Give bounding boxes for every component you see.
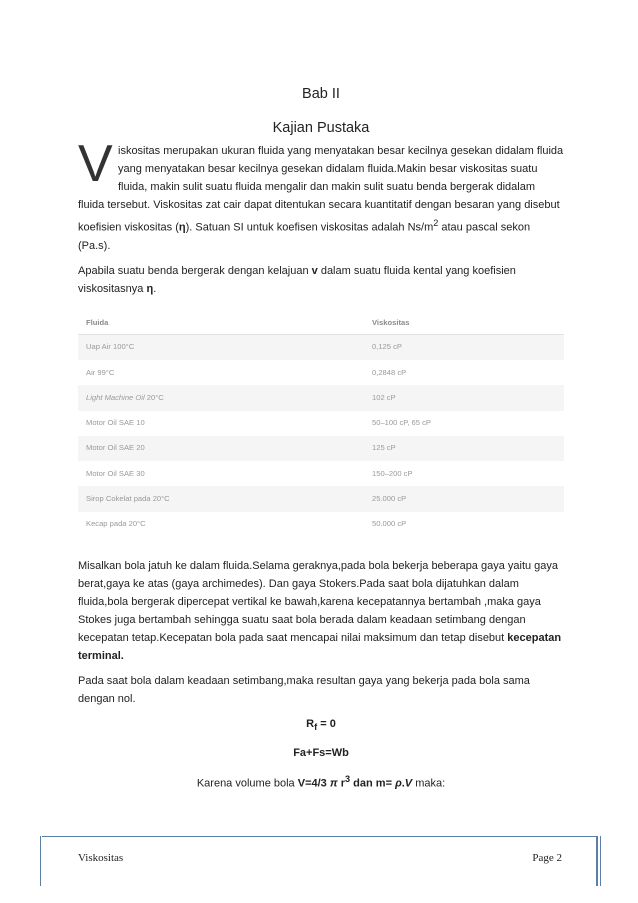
page-number: Page 2 (532, 852, 562, 864)
table-row (78, 334, 564, 360)
fluid-cell: Motor Oil SAE 10 (86, 418, 145, 428)
fluid-italic-part: Light Machine Oil (86, 392, 145, 402)
fluid-cell: Sirop Cokelat pada 20°C (78, 486, 364, 511)
footer-divider (42, 836, 596, 837)
table-row (78, 411, 564, 436)
para5-mass: dan m= (350, 777, 396, 790)
para5-volume: V=4/3 (297, 777, 330, 790)
eta-symbol-2: η (146, 282, 154, 295)
viscosity-cell: 50–100 cP, 65 cP (372, 418, 431, 428)
eq1-r: R (306, 718, 315, 731)
table-row (78, 512, 564, 537)
viscosity-cell: 0,2848 cP (372, 367, 407, 377)
fluid-cell: Motor Oil SAE 20 (78, 436, 364, 461)
intro-paragraph (78, 135, 564, 255)
para5-r: r (337, 777, 346, 790)
fluid-cell: Uap Air 100°C (78, 334, 364, 360)
viscosity-table (78, 312, 564, 537)
para2-text-b: dalam suatu fluida kental yang koefisien viskositasnya (78, 264, 516, 295)
pi-symbol: π (329, 777, 338, 790)
rho-symbol: ρ (395, 777, 402, 790)
header-viskositas: Viskositas (364, 312, 564, 335)
viscosity-cell: 50.000 cP (372, 519, 407, 529)
viscosity-cell: 150–200 cP (372, 468, 413, 478)
fluid-cell (78, 385, 364, 410)
viscosity-cell: 102 cP (364, 385, 564, 410)
eta-symbol: η (178, 221, 186, 234)
section-title: Kajian Pustaka (272, 120, 370, 136)
para5-text-f: maka: (412, 777, 446, 790)
equilibrium-paragraph: Pada saat bola dalam keadaan setimbang,maka resultan gaya yang bekerja pada bola sama dengan nol. (78, 675, 530, 706)
viscosity-cell: 125 cP (364, 436, 564, 461)
fluid-cell: Kecap pada 20°C (86, 519, 146, 529)
intro-text-2: ). Satuan SI untuk koefisen viskositas adalah Ns/m (185, 221, 434, 234)
page-content (78, 78, 564, 793)
footer-left-border (40, 836, 41, 886)
footer-right-border-2 (600, 836, 601, 886)
footer-title: Viskositas (78, 852, 124, 864)
chapter-heading: Bab II (302, 86, 340, 102)
header-fluida: Fluida (78, 312, 364, 335)
fluid-cell: Motor Oil SAE 30 (86, 468, 145, 478)
table-row (78, 461, 564, 486)
para2-text-a: Apabila suatu benda bergerak dengan kelajuan (78, 264, 312, 277)
para5-text-a: Karena volume bola (196, 777, 298, 790)
viscosity-cell: 0,125 cP (364, 334, 564, 360)
para3-text: Misalkan bola jatuh ke dalam fluida.Selama geraknya,pada bola bekerja beberapa gaya yaitu gaya berat,gaya ke atas (gaya archimedes). Dan gaya Stokers.Pada saat bola dijatuhkan dalam fluida,bola bergerak dipercepat vertikal ke bawah,karena kecepatannya bertambah ,maka gaya Stokes juga bertambah sehingga suatu saat bola berada dalam keadaan setimbang dengan kecepatan tetap.Kecepatan bola pada saat mencapai nilai maksimum dan tetap disebut (78, 560, 559, 645)
table-row (78, 360, 564, 385)
table-row (78, 385, 564, 410)
viscosity-cell: 25.000 cP (364, 486, 564, 511)
para5-V: V (404, 777, 413, 790)
eq1-sub: f (314, 722, 318, 733)
equation-forces: Fa+Fs=Wb (293, 747, 349, 760)
fluid-cell: Air 99°C (86, 367, 115, 377)
table-row (78, 436, 564, 461)
intro-text: iskositas merupakan ukuran fluida yang menyatakan besar kecilnya gesekan didalam fluida yang menyatakan besar kecilnya gesekan didalam fluida.Makin besar viskositas suatu fluida, makin sulit suatu fluida mengalir dan makin sulit suatu benda bergerak didalam fluida tersebut. Viskositas zat cair dapat ditentukan secara kuantitatif dengan besaran yang disebut koefisien viskositas ( (78, 145, 564, 234)
table-row (78, 486, 564, 511)
para5-dot: . (401, 777, 405, 790)
velocity-paragraph (78, 262, 564, 298)
equation-resultant (78, 715, 564, 736)
intro-text-3: atau pascal sekon (Pa.s). (78, 221, 531, 252)
para5-sup: 3 (345, 774, 351, 785)
eq1-rest: = 0 (317, 718, 336, 731)
para2-text-c: . (153, 282, 157, 295)
drop-cap: V (78, 135, 113, 193)
fluid-rest-part: 20°C (144, 392, 164, 402)
unit-superscript: 2 (433, 218, 439, 228)
falling-ball-paragraph (78, 557, 564, 665)
volume-line (78, 770, 564, 793)
terminal-velocity-term: kecepatan terminal. (78, 632, 562, 663)
table-header-row (78, 312, 564, 335)
footer-right-border (596, 836, 598, 886)
velocity-symbol: v (311, 264, 318, 277)
